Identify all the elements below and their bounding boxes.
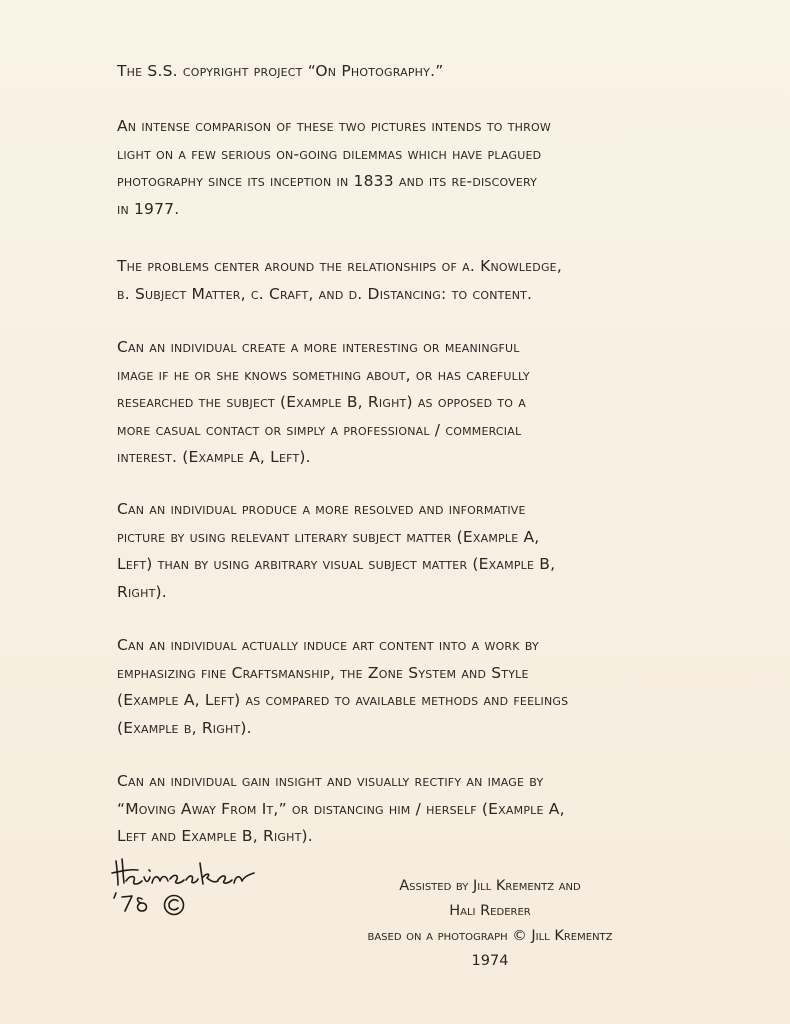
paragraph-line: emphasizing fine Craftsmanship, the Zone System and Style: [117, 663, 529, 682]
paragraph-distancing: [117, 768, 677, 851]
paragraph-line: (Example A, Left) as compared to available methods and feelings: [117, 691, 569, 709]
paragraph-line: interest. (Example A, Left).: [117, 448, 311, 466]
paragraph-line: in 1977.: [117, 199, 180, 218]
credit-line: based on a photograph © Jill Krementz: [367, 928, 613, 944]
paragraph-line: (Example b, Right).: [117, 718, 252, 737]
title-line: The S.S. copyright project “On Photography.”: [117, 62, 444, 80]
paragraph-craft: [117, 632, 677, 742]
paragraph-line: Can an individual produce a more resolved and informative: [117, 500, 526, 518]
credit-line: Assisted by Jill Krementz and: [399, 878, 581, 894]
paragraph-line: The problems center around the relationships of a. Knowledge,: [117, 257, 562, 275]
paragraph-line: picture by using relevant literary subject matter (Example A,: [117, 527, 540, 546]
signature-drawing: [108, 853, 288, 928]
paragraph-line: researched the subject (Example B, Right) as opposed to a: [117, 393, 527, 411]
paragraph-intro: [117, 113, 677, 223]
paragraph-line: light on a few serious on-going dilemmas which have plagued: [117, 144, 542, 163]
paragraph-subject-matter: [117, 496, 677, 606]
paragraph-line: Left and Example B, Right).: [117, 827, 313, 845]
document-title: [117, 58, 677, 86]
handwritten-signature: [108, 853, 288, 928]
paragraph-line: photography since its inception in 1833 and its re-discovery: [117, 172, 538, 190]
paragraph-line: more casual contact or simply a professional / commercial: [117, 420, 522, 439]
credit-block: [330, 874, 650, 974]
paragraph-line: “Moving Away From It,” or distancing him / herself (Example A,: [117, 799, 565, 818]
paragraph-line: Can an individual create a more interesting or meaningful: [117, 338, 520, 356]
paragraph-line: Left) than by using arbitrary visual subject matter (Example B,: [117, 555, 556, 573]
credit-year: 1974: [471, 953, 509, 969]
paragraph-line: b. Subject Matter, c. Craft, and d. Distancing: to content.: [117, 284, 533, 303]
credit-line: Hali Rederer: [449, 903, 531, 919]
paragraph-line: An intense comparison of these two pictures intends to throw: [117, 117, 551, 135]
paragraph-line: Can an individual actually induce art content into a work by: [117, 636, 539, 654]
paragraph-knowledge: [117, 334, 677, 472]
paragraph-problems: [117, 253, 677, 308]
paragraph-line: Can an individual gain insight and visually rectify an image by: [117, 772, 544, 790]
paragraph-line: image if he or she knows something about, or has carefully: [117, 365, 530, 384]
paragraph-line: Right).: [117, 582, 167, 601]
